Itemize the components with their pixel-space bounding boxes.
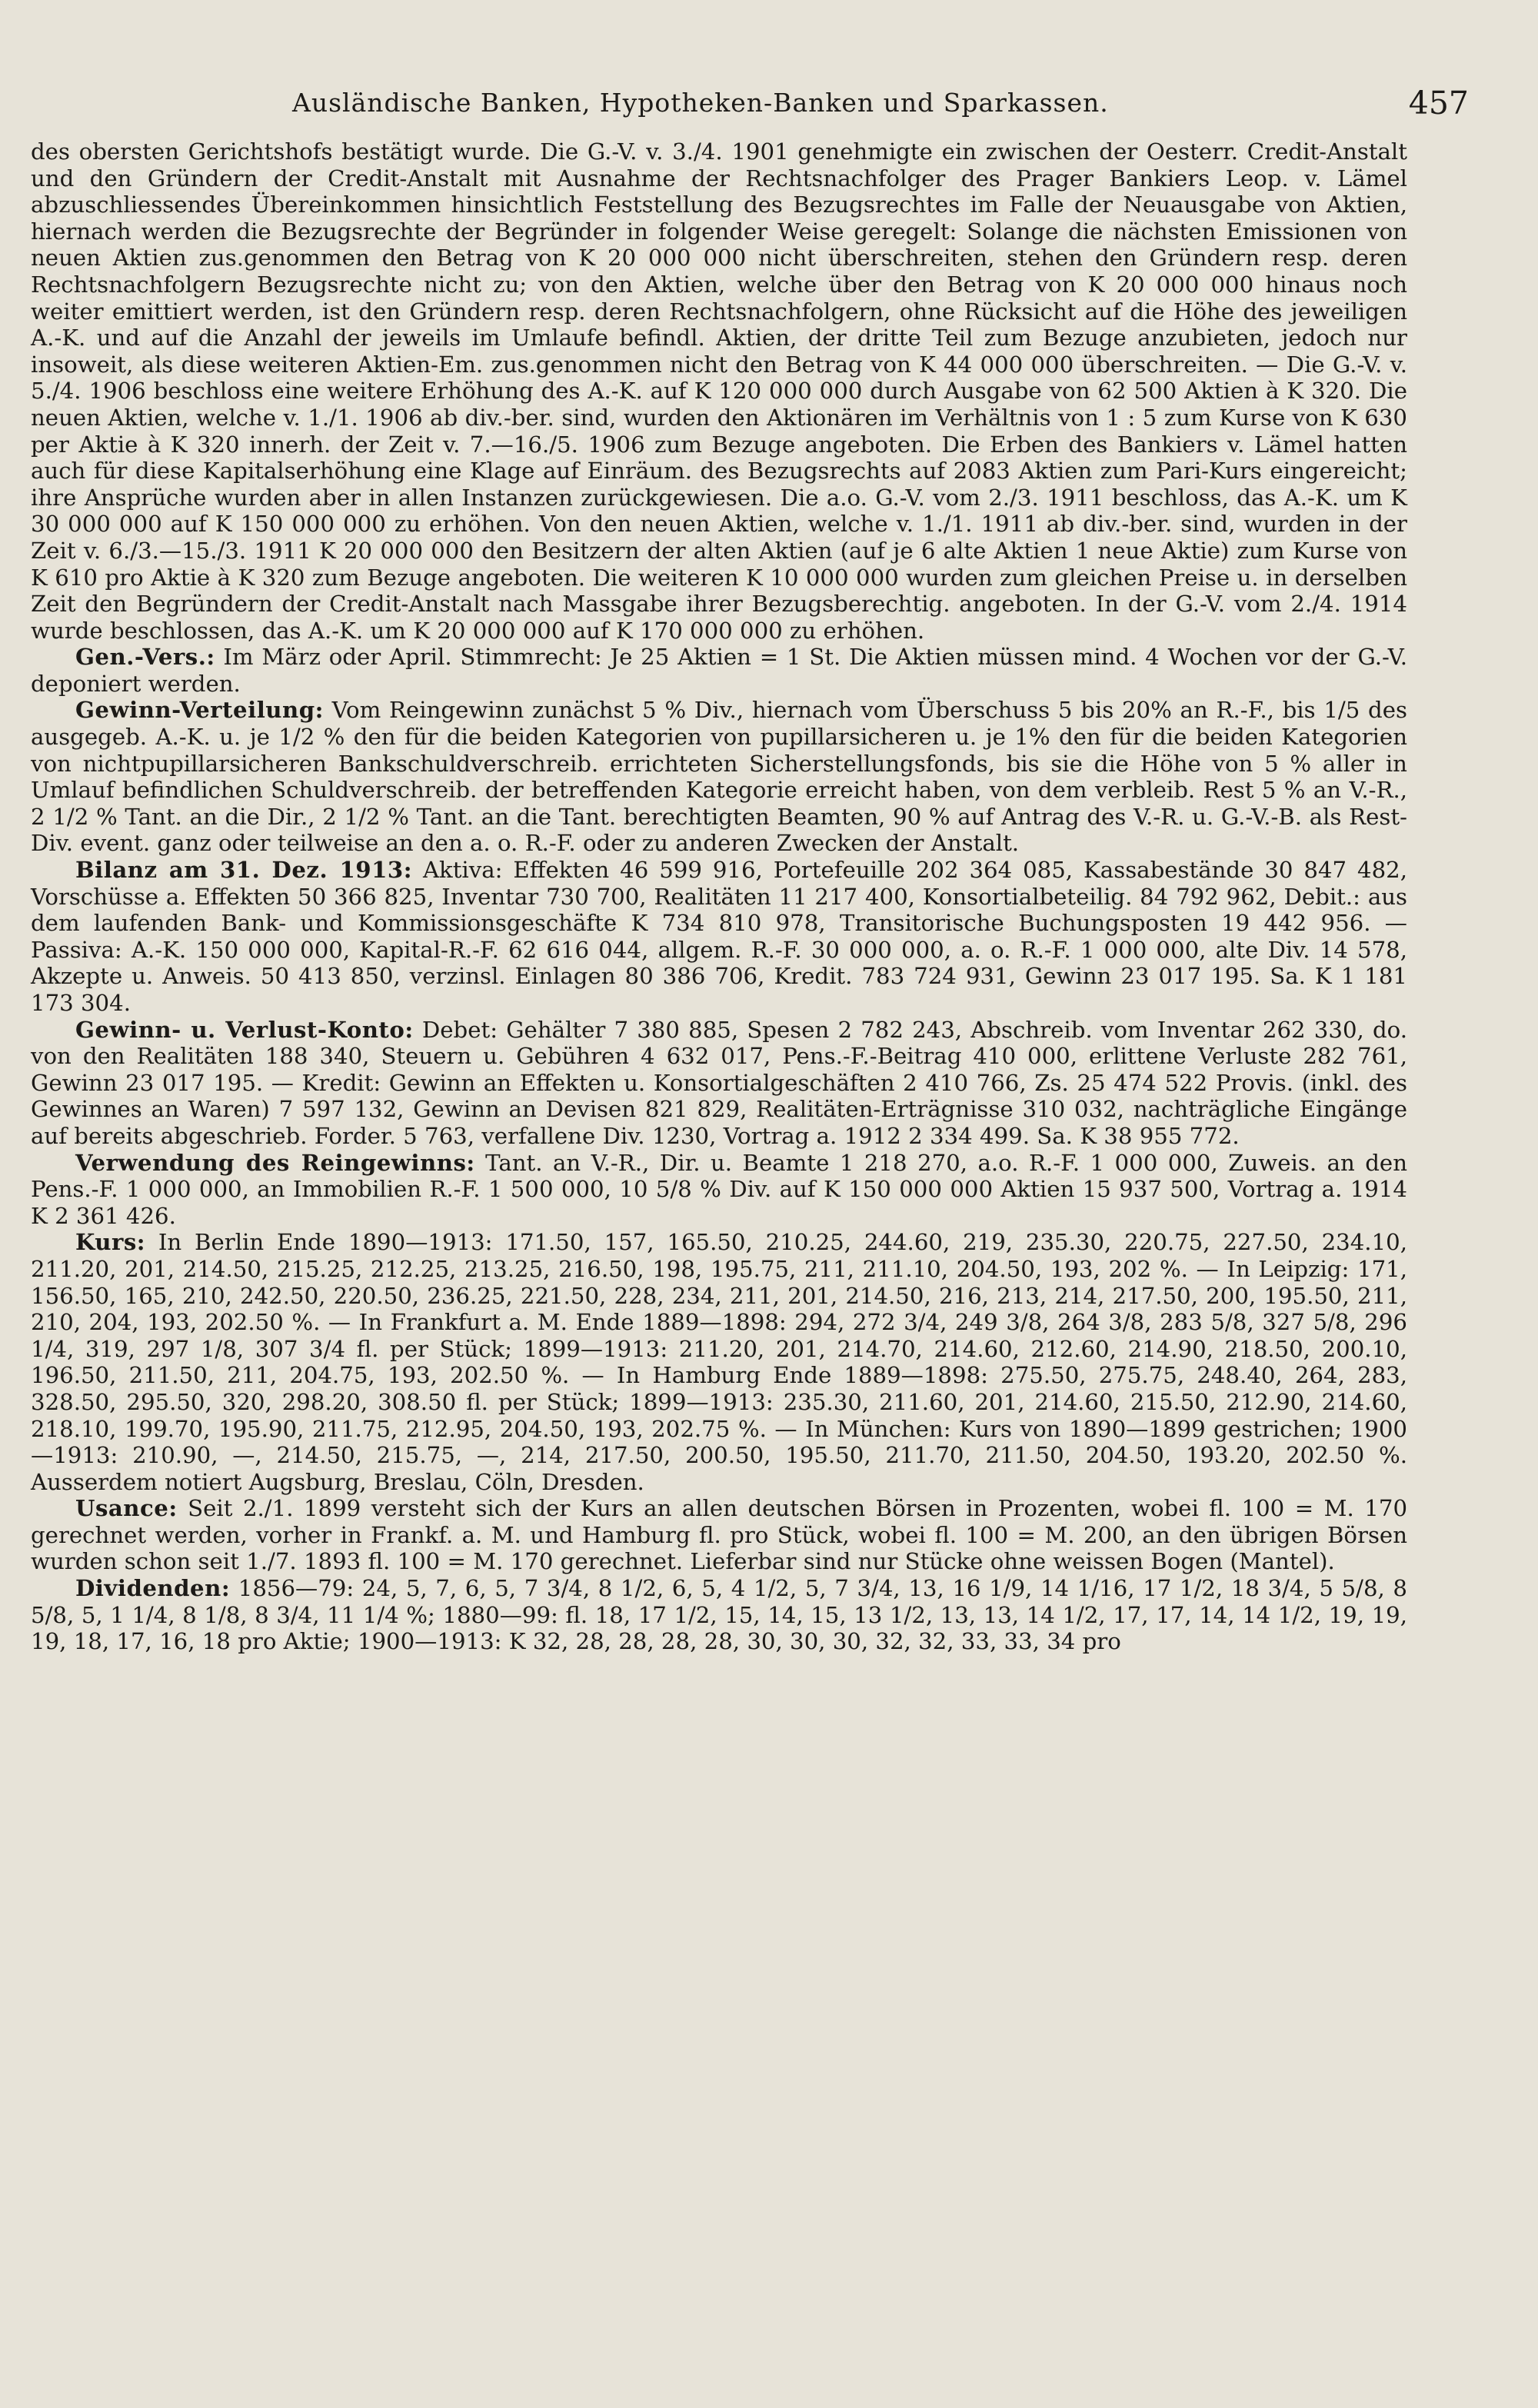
section-heading: Dividenden: — [75, 1575, 231, 1602]
body-text — [31, 138, 1407, 1655]
paragraph-text: Im März oder April. Stimmrecht: Je 25 Aktien = 1 St. Die Aktien müssen mind. 4 Wochen vor der G.-V. deponiert werden. — [31, 644, 1407, 697]
section-dividenden — [31, 1575, 1407, 1655]
section-heading: Bilanz am 31. Dez. 1913: — [75, 857, 412, 884]
paragraph-text: Seit 2./1. 1899 versteht sich der Kurs an allen deutschen Börsen in Prozenten, wobei fl. 100 = M. 170 gerechnet werden, vorher in Frankf. a. M. und Hamburg fl. pro Stück, wobei fl. 100 = M. 200, an den übrigen Börsen wurden schon seit 1./7. 1893 fl. 100 = M. 170 gerechnet. Lieferbar sind nur Stücke ohne weissen Bogen (Mantel). — [31, 1495, 1408, 1575]
page-number: 457 — [1408, 85, 1469, 122]
section-heading: Usance: — [75, 1495, 178, 1522]
paragraph-text: Tant. an V.-R., Dir. u. Beamte 1 218 270, a.o. R.-F. 1 000 000, Zuweis. an den Pens.-F. 1 000 000, an Immobilien R.-F. 1 500 000, 10 5/8 % Div. auf K 150 000 000 Aktien 15 937 500, Vortrag a. 1914 K 2 361 426. — [31, 1149, 1407, 1229]
section-heading: Verwendung des Reingewinns: — [75, 1149, 475, 1176]
section-bilanz — [31, 857, 1407, 1017]
section-heading: Gen.-Vers.: — [75, 644, 215, 671]
paragraph-text: In Berlin Ende 1890—1913: 171.50, 157, 165.50, 210.25, 244.60, 219, 235.30, 220.75, 227.50, 234.10, 211.20, 201, 214.50, 215.25, 212.25, 213.25, 216.50, 198, 195.75, 211, 211.10, 204.50, 193, 202 %. — In Leipzig: 171, 156.50, 165, 210, 242.50, 220.50, 236.25, 221.50, 228, 234, 211, 201, 214.50, 216, 213, 214, 217.50, 200, 195.50, 211, 210, 204, 193, 202.50 %. — In Frankfurt a. M. Ende 1889—1898: 294, 272 3/4, 249 3/8, 264 3/8, 283 5/8, 327 5/8, 296 1/4, 319, 297 1/8, 307 3/4 fl. per Stück; 1899—1913: 211.20, 201, 214.70, 214.60, 212.60, 214.90, 218.50, 200.10, 196.50, 211.50, 211, 204.75, 193, 202.50 %. — In Hamburg Ende 1889—1898: 275.50, 275.75, 248.40, 264, 283, 328.50, 295.50, 320, 298.20, 308.50 fl. per Stück; 1899—1913: 235.30, 211.60, 201, 214.60, 215.50, 212.90, 214.60, 218.10, 199.70, 195.90, 211.75, 212.95, 204.50, 193, 202.75 %. — In München: Kurs von 1890—1899 gestrichen; 1900—1913: 210.90, —, 214.50, 215.75, —, 214, 217.50, 200.50, 195.50, 211.70, 211.50, 204.50, 193.20, 202.50 %. Ausserdem notiert Augsburg, Breslau, Cöln, Dresden. — [31, 1229, 1408, 1495]
paragraph-text: Aktiva: Effekten 46 599 916, Portefeuille 202 364 085, Kassabestände 30 847 482, Vorschüsse a. Effekten 50 366 825, Inventar 730 700, Realitäten 11 217 400, Konsortialbeteilig. 84 792 962, Debit.: aus dem laufenden Bank- und Kommissionsgeschäfte K 734 810 978, Transitorische Buchungsposten 19 442 956. — Passiva: A.-K. 150 000 000, Kapital-R.-F. 62 616 044, allgem. R.-F. 30 000 000, a. o. R.-F. 1 000 000, alte Div. 14 578, Akzepte u. Anweis. 50 413 850, verzinsl. Einlagen 80 386 706, Kredit. 783 724 931, Gewinn 23 017 195. Sa. K 1 181 173 304. — [31, 857, 1408, 1016]
paragraph-text: Debet: Gehälter 7 380 885, Spesen 2 782 243, Abschreib. vom Inventar 262 330, do. von den Realitäten 188 340, Steuern u. Gebühren 4 632 017, Pens.-F.-Beitrag 410 000, erlittene Verluste 282 761, Gewinn 23 017 195. — Kredit: Gewinn an Effekten u. Konsortialgeschäften 2 410 766, Zs. 25 474 522 Provis. (inkl. des Gewinnes an Waren) 7 597 132, Gewinn an Devisen 821 829, Realitäten-Erträgnisse 310 032, nachträgliche Eingänge auf bereits abgeschrieb. Forder. 5 763, verfallene Div. 1230, Vortrag a. 1912 2 334 499. Sa. K 38 955 772. — [31, 1016, 1407, 1149]
section-heading: Gewinn- u. Verlust-Konto: — [75, 1016, 414, 1043]
paragraph-intro — [31, 138, 1407, 644]
section-heading: Kurs: — [75, 1229, 146, 1256]
running-head: Ausländische Banken, Hypotheken-Banken und Sparkassen. — [292, 88, 1109, 118]
paragraph-text: 1856—79: 24, 5, 7, 6, 5, 7 3/4, 8 1/2, 6, 5, 4 1/2, 5, 7 3/4, 13, 16 1/9, 14 1/16, 17 1/2, 18 3/4, 5 5/8, 8 5/8, 5, 1 1/4, 8 1/8, 8 3/4, 11 1/4 %; 1880—99: fl. 18, 17 1/2, 15, 14, 15, 13 1/2, 13, 13, 14 1/2, 17, 17, 14, 14 1/2, 19, 19, 19, 18, 17, 16, 18 pro Aktie; 1900—1913: K 32, 28, 28, 28, 28, 30, 30, 30, 32, 32, 33, 33, 34 pro — [31, 1575, 1407, 1655]
section-usance — [31, 1495, 1407, 1575]
section-kurs — [31, 1229, 1407, 1495]
page-header — [31, 77, 1469, 138]
section-gen-vers — [31, 644, 1407, 697]
section-verwendung — [31, 1150, 1407, 1230]
paragraph-text: Vom Reingewinn zunächst 5 % Div., hiernach vom Überschuss 5 bis 20% an R.-F., bis 1/5 des ausgegeb. A.-K. u. je 1/2 % den für die beiden Kategorien von pupillarsicheren u. je 1% den für die beiden Kategorien von nichtpupillarsicheren Bankschuldverschreib. errichteten Sicherstellungsfonds, bis sie die Höhe von 5 % aller in Umlauf befindlichen Schuldverschreib. der betreffenden Kategorie erreicht haben, von dem verbleib. Rest 5 % an V.-R., 2 1/2 % Tant. an die Dir., 2 1/2 % Tant. an die Tant. berechtigten Beamten, 90 % auf Antrag des V.-R. u. G.-V.-B. als Rest-Div. event. ganz oder teilweise an den a. o. R.-F. oder zu anderen Zwecken der Anstalt. — [31, 697, 1407, 857]
section-gewinn-verteilung — [31, 697, 1407, 857]
section-gewinn-verlust — [31, 1017, 1407, 1150]
paragraph-text: des obersten Gerichtshofs bestätigt wurde. Die G.-V. v. 3./4. 1901 genehmigte ein zwischen der Oesterr. Credit-Anstalt und den Gründern der Credit-Anstalt mit Ausnahme der Rechtsnachfolger des Prager Bankiers Leop. v. Lämel abzuschliessendes Übereinkommen hinsichtlich Feststellung des Bezugsrechtes im Falle der Neuausgabe von Aktien, hiernach werden die Bezugsrechte der Begründer in folgender Weise geregelt: Solange die nächsten Emissionen von neuen Aktien zus.genommen den Betrag von K 20 000 000 nicht überschreiten, stehen den Gründern resp. deren Rechtsnachfolgern Bezugsrechte nicht zu; von den Aktien, welche über den Betrag von K 20 000 000 hinaus noch weiter emittiert werden, ist den Gründern resp. deren Rechtsnachfolgern, ohne Rücksicht auf die Höhe des jeweiligen A.-K. und auf die Anzahl der jeweils im Umlaufe befindl. Aktien, der dritte Teil zum Bezuge anzubieten, jedoch nur insoweit, als diese weiteren Aktien-Em. zus.genommen nicht den Betrag von K 44 000 000 überschreiten. — Die G.-V. v. 5./4. 1906 beschloss eine weitere Erhöhung des A.-K. auf K 120 000 000 durch Ausgabe von 62 500 Aktien à K 320. Die neuen Aktien, welche v. 1./1. 1906 ab div.-ber. sind, wurden den Aktionären im Verhältnis von 1 : 5 zum Kurse von K 630 per Aktie à K 320 innerh. der Zeit v. 7.—16./5. 1906 zum Bezuge angeboten. Die Erben des Bankiers v. Lämel hatten auch für diese Kapitalserhöhung eine Klage auf Einräum. des Bezugsrechts auf 2083 Aktien zum Pari-Kurs eingereicht; ihre Ansprüche wurden aber in allen Instanzen zurückgewiesen. Die a.o. G.-V. vom 2./3. 1911 beschloss, das A.-K. um K 30 000 000 auf K 150 000 000 zu erhöhen. Von den neuen Aktien, welche v. 1./1. 1911 ab div.-ber. sind, wurden in der Zeit v. 6./3.—15./3. 1911 K 20 000 000 den Besitzern der alten Aktien (auf je 6 alte Aktien 1 neue Aktie) zum Kurse von K 610 pro Aktie à K 320 zum Bezuge angeboten. Die weiteren K 10 000 000 wurden zum gleichen Preise u. in derselben Zeit den Begründern der Credit-Anstalt nach Massgabe ihrer Bezugsberechtig. angeboten. In der G.-V. vom 2./4. 1914 wurde beschlossen, das A.-K. um K 20 000 000 auf K 170 000 000 zu erhöhen. — [31, 138, 1407, 644]
section-heading: Gewinn-Verteilung: — [75, 697, 324, 724]
